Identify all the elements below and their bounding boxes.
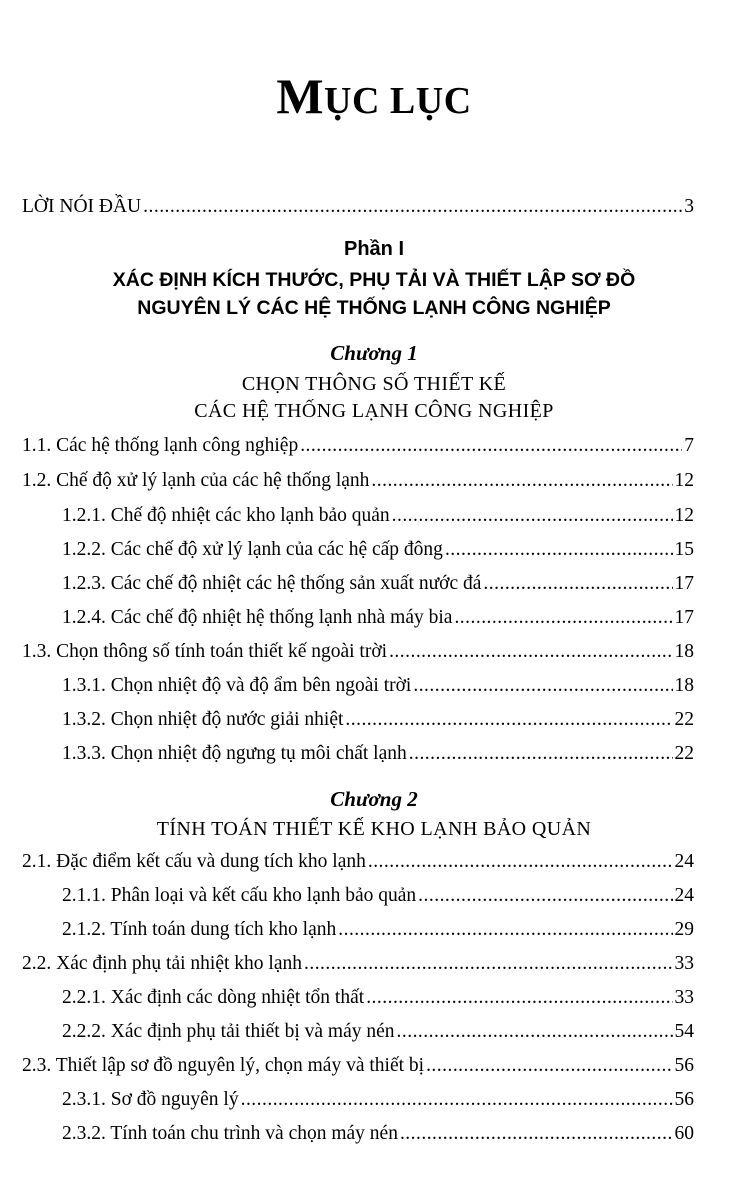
toc-subentry[interactable] — [62, 673, 694, 699]
chapter-1-label: Chương 1 — [330, 341, 418, 365]
toc-entry-label: 2.1.2. Tính toán dung tích kho lạnh — [62, 919, 337, 940]
part-label: Phần I — [343, 238, 404, 260]
toc-entry-page: 3 — [684, 196, 694, 217]
toc-entry-page: 12 — [674, 470, 694, 491]
dot-leader — [413, 673, 672, 699]
dot-leader — [366, 985, 672, 1011]
toc-entry-label: 1.2.1. Chế độ nhiệt các kho lạnh bảo quản — [62, 505, 390, 526]
toc-entry[interactable] — [22, 849, 694, 875]
toc-subentry[interactable] — [62, 503, 694, 529]
part-title-line-2: NGUYÊN LÝ CÁC HỆ THỐNG LẠNH CÔNG NGHIỆP — [137, 297, 611, 319]
toc-entry-label: 1.2.3. Các chế độ nhiệt các hệ thống sản xuất nước đá — [62, 573, 482, 594]
toc-entry-label: 2.2.2. Xác định phụ tải thiết bị và máy nén — [62, 1021, 395, 1042]
toc-subentry[interactable] — [62, 917, 694, 943]
dot-leader — [389, 639, 672, 665]
toc-entry-page: 24 — [674, 885, 694, 906]
dot-leader — [338, 917, 672, 943]
chapter-2-title: TÍNH TOÁN THIẾT KẾ KHO LẠNH BẢO QUẢN — [156, 818, 592, 840]
toc-entry-label: 1.2.2. Các chế độ xử lý lạnh của các hệ cấp đông — [62, 539, 443, 560]
part-title — [0, 266, 748, 322]
title-initial: M — [276, 68, 325, 124]
chapter-1-title-line-2: CÁC HỆ THỐNG LẠNH CÔNG NGHIỆP — [194, 400, 554, 422]
toc-entry-page: 24 — [674, 851, 694, 872]
dot-leader — [392, 503, 673, 529]
dot-leader — [241, 1087, 673, 1113]
toc-entry-label: 1.2.4. Các chế độ nhiệt hệ thống lạnh nhà máy bia — [62, 607, 453, 628]
toc-entry-page: 18 — [674, 675, 694, 696]
chapter-2-label: Chương 2 — [330, 787, 418, 811]
dot-leader — [483, 571, 672, 597]
toc-entry-label: 2.1.1. Phân loại và kết cấu kho lạnh bảo quản — [62, 885, 417, 906]
dot-leader — [445, 537, 673, 563]
toc-entry-page: 17 — [674, 573, 694, 594]
toc-subentry[interactable] — [62, 883, 694, 909]
toc-entry[interactable] — [22, 433, 694, 459]
toc-entry-page: 22 — [674, 743, 694, 764]
toc-entry-page: 17 — [674, 607, 694, 628]
toc-entry-label: 1.3.1. Chọn nhiệt độ và độ ẩm bên ngoài trời — [62, 675, 412, 696]
toc-entry[interactable] — [22, 951, 694, 977]
toc-subentry[interactable] — [62, 741, 694, 767]
toc-entry-label: 2.2.1. Xác định các dòng nhiệt tổn thất — [62, 987, 365, 1008]
toc-entry[interactable] — [22, 1053, 694, 1079]
toc-entry-label: 2.3.2. Tính toán chu trình và chọn máy nén — [62, 1123, 398, 1144]
toc-entry-label: 1.1. Các hệ thống lạnh công nghiệp — [22, 435, 299, 456]
dot-leader — [345, 707, 672, 733]
toc-entry-page: 56 — [674, 1055, 694, 1076]
toc-entry-label: 2.3. Thiết lập sơ đồ nguyên lý, chọn máy và thiết bị — [22, 1055, 425, 1076]
toc-entry[interactable] — [22, 639, 694, 665]
toc-entry-page: 7 — [684, 435, 694, 456]
toc-entry-label: 1.3.2. Chọn nhiệt độ nước giải nhiệt — [62, 709, 344, 730]
toc-subentry[interactable] — [62, 537, 694, 563]
dot-leader — [454, 605, 672, 631]
toc-entry-label: LỜI NÓI ĐẦU — [22, 196, 142, 217]
toc-entry-label: 2.3.1. Sơ đồ nguyên lý — [62, 1089, 239, 1110]
toc-subentry[interactable] — [62, 605, 694, 631]
toc-entry-page: 18 — [674, 641, 694, 662]
dot-leader — [397, 1019, 673, 1045]
toc-entry-page: 33 — [674, 987, 694, 1008]
toc-entry-label: 1.2. Chế độ xử lý lạnh của các hệ thống lạnh — [22, 470, 370, 491]
toc-subentry[interactable] — [62, 985, 694, 1011]
toc-entry-label: 2.2. Xác định phụ tải nhiệt kho lạnh — [22, 953, 302, 974]
toc-entry-page: 60 — [674, 1123, 694, 1144]
toc-entry-page: 56 — [674, 1089, 694, 1110]
toc-entry-page: 22 — [674, 709, 694, 730]
toc-subentry[interactable] — [62, 1087, 694, 1113]
dot-leader — [300, 433, 682, 459]
dot-leader — [418, 883, 672, 909]
dot-leader — [368, 849, 673, 875]
toc-entry-page: 12 — [674, 505, 694, 526]
toc-entry-label: 2.1. Đặc điểm kết cấu và dung tích kho lạnh — [22, 851, 366, 872]
dot-leader — [143, 194, 682, 220]
toc-subentry[interactable] — [62, 1121, 694, 1147]
dot-leader — [400, 1121, 673, 1147]
dot-leader — [371, 468, 672, 494]
toc-subentry[interactable] — [62, 1019, 694, 1045]
toc-entry-foreword[interactable] — [22, 194, 694, 220]
chapter-1-title-line-1: CHỌN THÔNG SỐ THIẾT KẾ — [241, 373, 507, 395]
toc-entry-page: 33 — [674, 953, 694, 974]
page-title — [0, 66, 748, 131]
toc-subentry[interactable] — [62, 707, 694, 733]
dot-leader — [426, 1053, 672, 1079]
part-title-line-1: XÁC ĐỊNH KÍCH THƯỚC, PHỤ TẢI VÀ THIẾT LẬP SƠ ĐỒ — [112, 269, 636, 291]
toc-entry-page: 29 — [674, 919, 694, 940]
title-rest: ỤC LỤC — [324, 80, 472, 122]
toc-subentry[interactable] — [62, 571, 694, 597]
toc-entry-label: 1.3.3. Chọn nhiệt độ ngưng tụ môi chất lạnh — [62, 743, 407, 764]
toc-entry-label: 1.3. Chọn thông số tính toán thiết kế ngoài trời — [22, 641, 388, 662]
toc-entry-page: 54 — [674, 1021, 694, 1042]
dot-leader — [409, 741, 673, 767]
dot-leader — [304, 951, 673, 977]
toc-entry[interactable] — [22, 468, 694, 494]
toc-entry-page: 15 — [674, 539, 694, 560]
